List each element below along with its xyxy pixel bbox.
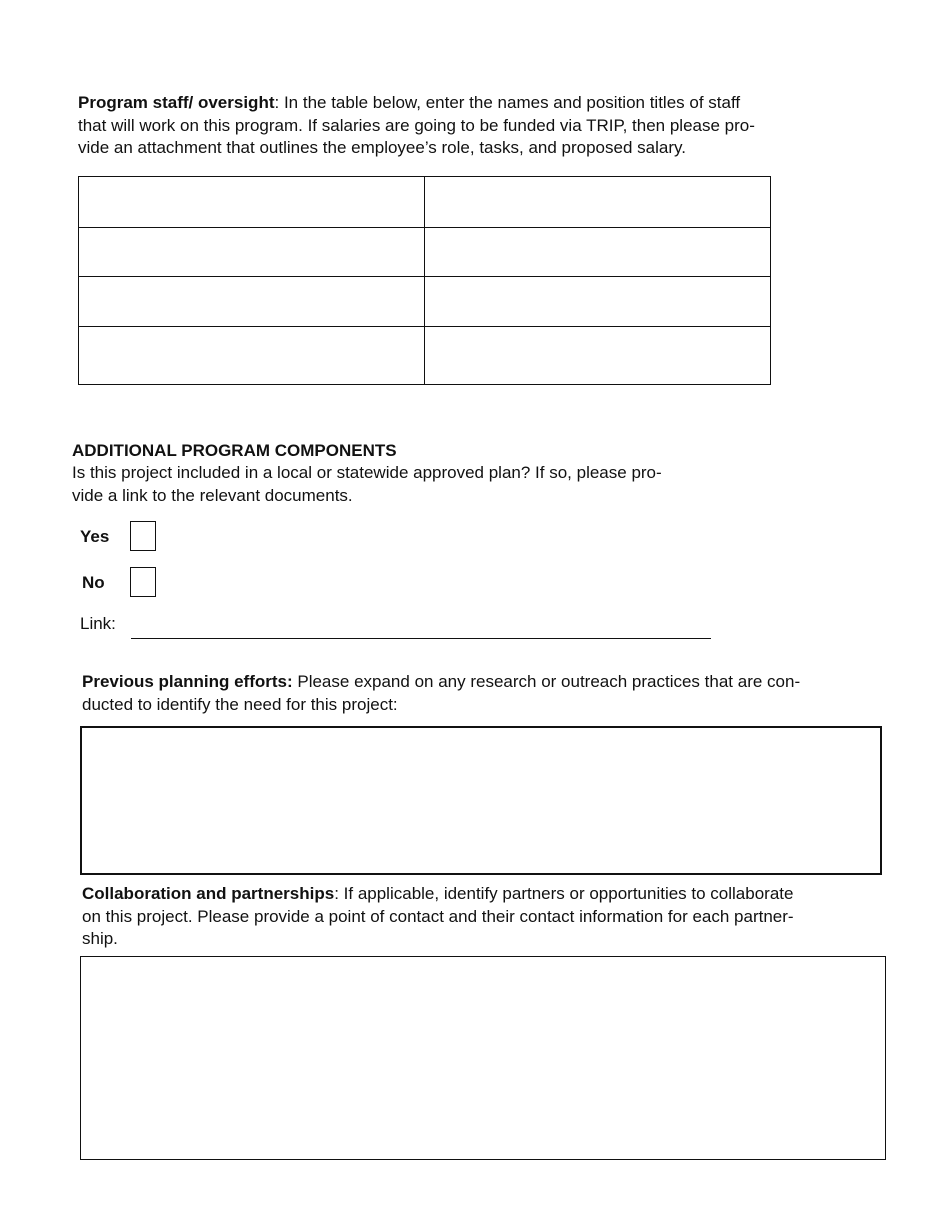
previous-planning-textarea[interactable]	[80, 726, 882, 875]
link-label: Link:	[80, 614, 116, 633]
staff-line1: : In the table below, enter the names and position titles of staff	[274, 93, 741, 112]
collaboration-heading: Collaboration and partnerships	[82, 884, 335, 903]
collaboration-line2: on this project. Please provide a point of contact and their contact information for each partner-	[82, 906, 794, 926]
no-checkbox[interactable]	[130, 567, 156, 597]
staff-name-cell[interactable]	[79, 177, 425, 228]
collaboration-textarea[interactable]	[80, 956, 886, 1160]
table-row	[79, 277, 771, 327]
table-row	[79, 177, 771, 228]
collaboration-instructions	[82, 883, 882, 951]
staff-table	[78, 176, 771, 385]
no-label: No	[82, 573, 105, 592]
yes-label: Yes	[80, 527, 110, 546]
link-input[interactable]	[131, 638, 711, 639]
staff-title-cell[interactable]	[425, 177, 771, 228]
approved-plan-question	[72, 462, 772, 507]
question-line2: vide a link to the relevant documents.	[72, 485, 353, 505]
staff-name-cell[interactable]	[79, 327, 425, 385]
staff-line2: that will work on this program. If salaries are going to be funded via TRIP, then please pro-	[78, 115, 755, 135]
collaboration-line1: : If applicable, identify partners or opportunities to collaborate	[334, 884, 794, 903]
staff-heading: Program staff/ oversight	[78, 93, 275, 112]
staff-name-cell[interactable]	[79, 228, 425, 277]
question-line1: Is this project included in a local or statewide approved plan? If so, please pro-	[72, 463, 662, 482]
previous-line2: ducted to identify the need for this project:	[82, 694, 398, 714]
staff-instructions	[78, 92, 838, 160]
collaboration-line3: ship.	[82, 929, 118, 948]
additional-components-heading: ADDITIONAL PROGRAM COMPONENTS	[72, 441, 397, 460]
staff-name-cell[interactable]	[79, 277, 425, 327]
staff-title-cell[interactable]	[425, 327, 771, 385]
yes-checkbox[interactable]	[130, 521, 156, 551]
previous-heading: Previous planning efforts:	[82, 672, 293, 691]
staff-title-cell[interactable]	[425, 277, 771, 327]
staff-line3: vide an attachment that outlines the employee’s role, tasks, and proposed salary.	[78, 138, 686, 157]
staff-title-cell[interactable]	[425, 228, 771, 277]
previous-planning-instructions	[82, 671, 882, 716]
table-row	[79, 327, 771, 385]
table-row	[79, 228, 771, 277]
previous-line1: Please expand on any research or outreach practices that are con-	[292, 672, 801, 691]
